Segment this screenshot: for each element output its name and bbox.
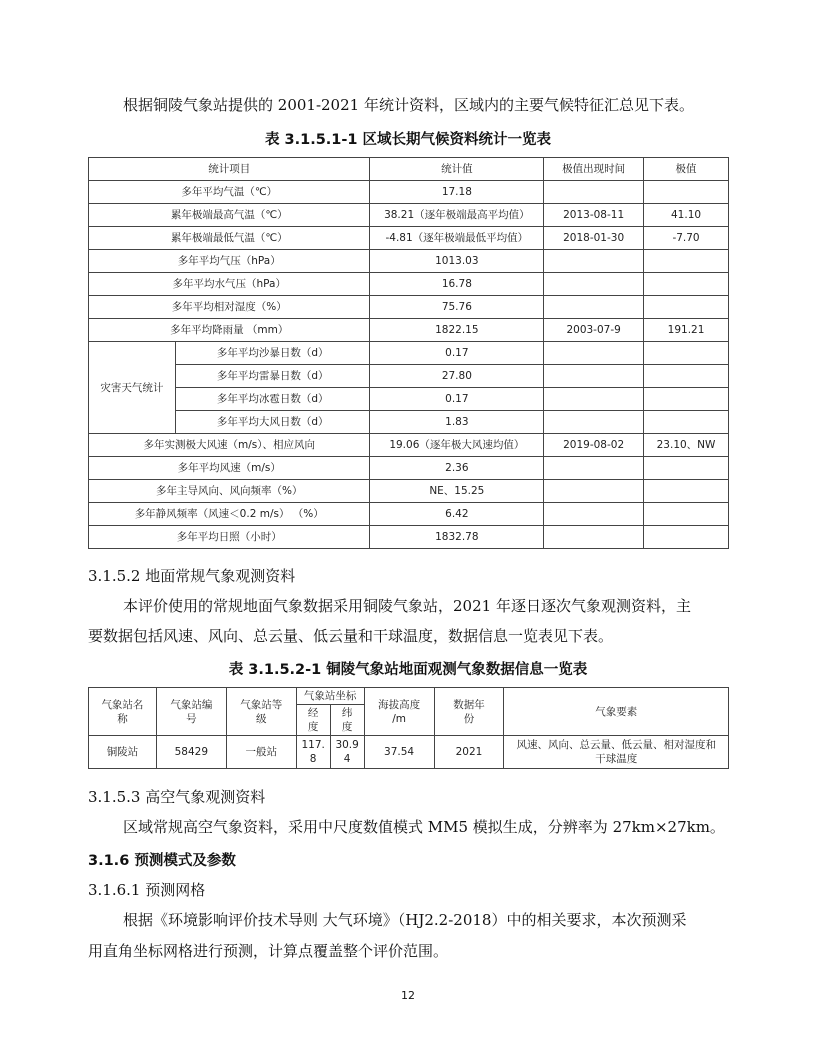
row-item: 多年平均气温（℃） [89,181,370,204]
row-value: NE、15.25 [370,480,544,503]
row-time [544,457,644,480]
header-altitude: 海拔高度 /m [364,688,434,736]
table-row [89,503,729,526]
row-time [544,296,644,319]
row-value: 0.17 [370,388,544,411]
station-info-table [88,687,729,769]
row-extreme: 191.21 [644,319,729,342]
section-3152-heading: 3.1.5.2 地面常规气象观测资料 [88,567,296,585]
header-coordinates: 气象站坐标 [296,688,364,705]
row-extreme [644,342,729,365]
section-3161-heading: 3.1.6.1 预测网格 [88,881,206,899]
table-row [89,227,729,250]
row-extreme: 23.10、NW [644,434,729,457]
row-value: 19.06（逐年极大风速均值） [370,434,544,457]
table-row [89,273,729,296]
row-item: 累年极端最高气温（℃） [89,204,370,227]
row-time [544,250,644,273]
row-extreme [644,296,729,319]
table-row [89,411,729,434]
section-316-heading: 3.1.6 预测模式及参数 [88,853,236,869]
section-3152-para-line2: 要数据包括风速、风向、总云量、低云量和干球温度，数据信息一览表见下表。 [88,627,614,645]
station-name: 铜陵站 [89,736,157,769]
row-time [544,503,644,526]
table-row [89,319,729,342]
row-extreme [644,411,729,434]
table2-title: 表 3.1.5.2-1 铜陵气象站地面观测气象数据信息一览表 [228,662,588,678]
row-value: 1822.15 [370,319,544,342]
row-item: 多年实测极大风速（m/s）、相应风向 [89,434,370,457]
station-elements: 风速、风向、总云量、低云量、相对湿度和 干球温度 [504,736,729,769]
header-extreme: 极值 [644,158,729,181]
header-latitude: 纬 度 [330,705,364,736]
row-item: 多年平均日照（小时） [89,526,370,549]
header-station-name: 气象站名 称 [89,688,157,736]
table-row [89,296,729,319]
table-row [89,342,729,365]
row-value: -4.81（逐年极端最低平均值） [370,227,544,250]
row-extreme [644,250,729,273]
station-level: 一般站 [226,736,296,769]
row-value: 16.78 [370,273,544,296]
row-time [544,526,644,549]
row-time [544,273,644,296]
header-time: 极值出现时间 [544,158,644,181]
table-row [89,457,729,480]
table-row [89,434,729,457]
row-extreme [644,503,729,526]
row-value: 27.80 [370,365,544,388]
row-item: 多年平均大风日数（d） [175,411,370,434]
row-extreme [644,273,729,296]
table-row [89,204,729,227]
row-item: 多年平均气压（hPa） [89,250,370,273]
table-row [89,736,729,769]
section-3161-para-line1: 根据《环境影响评价技术导则 大气环境》（HJ2.2-2018）中的相关要求，本次预测采 [123,911,687,929]
table1-title: 表 3.1.5.1-1 区域长期气候资料统计一览表 [264,132,552,148]
header-value: 统计值 [370,158,544,181]
row-value: 17.18 [370,181,544,204]
row-extreme [644,365,729,388]
section-3153-heading: 3.1.5.3 高空气象观测资料 [88,788,266,806]
row-value: 2.36 [370,457,544,480]
section-3161-para-line2: 用直角坐标网格进行预测，计算点覆盖整个评价范围。 [88,942,449,960]
station-altitude: 37.54 [364,736,434,769]
row-item: 累年极端最低气温（℃） [89,227,370,250]
row-value: 38.21（逐年极端最高平均值） [370,204,544,227]
row-item: 多年平均水气压（hPa） [89,273,370,296]
table-header-row [89,158,729,181]
header-elements: 气象要素 [504,688,729,736]
header-station-id: 气象站编 号 [156,688,226,736]
table-row [89,388,729,411]
row-value: 1.83 [370,411,544,434]
row-extreme [644,181,729,204]
row-value: 0.17 [370,342,544,365]
row-value: 1013.03 [370,250,544,273]
row-time: 2019-08-02 [544,434,644,457]
row-item: 多年平均沙暴日数（d） [175,342,370,365]
row-item: 多年主导风向、风向频率（%） [89,480,370,503]
intro-paragraph: 根据铜陵气象站提供的 2001-2021 年统计资料，区域内的主要气候特征汇总见下表。 [123,96,694,114]
page-number: 12 [401,989,415,1002]
climate-stats-table [88,157,729,549]
row-value: 75.76 [370,296,544,319]
row-value: 6.42 [370,503,544,526]
disaster-group-label: 灾害天气统计 [89,342,176,434]
row-time [544,411,644,434]
row-item: 多年静风频率（风速＜0.2 m/s） （%） [89,503,370,526]
row-extreme [644,526,729,549]
station-latitude: 30.9 4 [330,736,364,769]
row-time: 2003-07-9 [544,319,644,342]
header-data-year: 数据年 份 [434,688,504,736]
header-longitude: 经 度 [296,705,330,736]
row-time [544,342,644,365]
header-station-level: 气象站等 级 [226,688,296,736]
row-extreme: 41.10 [644,204,729,227]
table-row [89,250,729,273]
row-item: 多年平均降雨量 （mm） [89,319,370,342]
row-item: 多年平均风速（m/s） [89,457,370,480]
station-longitude: 117. 8 [296,736,330,769]
row-extreme [644,480,729,503]
section-3153-para: 区域常规高空气象资料，采用中尺度数值模式 MM5 模拟生成，分辨率为 27km×27km。 [123,818,725,836]
row-extreme [644,457,729,480]
row-extreme [644,388,729,411]
table-row [89,526,729,549]
row-time: 2018-01-30 [544,227,644,250]
row-item: 多年平均相对湿度（%） [89,296,370,319]
row-time [544,365,644,388]
table-row [89,480,729,503]
table-row [89,365,729,388]
row-item: 多年平均雷暴日数（d） [175,365,370,388]
table-header-row [89,688,729,705]
station-data-year: 2021 [434,736,504,769]
station-id: 58429 [156,736,226,769]
header-item: 统计项目 [89,158,370,181]
row-time [544,181,644,204]
row-time [544,480,644,503]
section-3152-para-line1: 本评价使用的常规地面气象数据采用铜陵气象站，2021 年逐日逐次气象观测资料，主 [123,597,691,615]
row-value: 1832.78 [370,526,544,549]
row-extreme: -7.70 [644,227,729,250]
table-row [89,181,729,204]
row-time [544,388,644,411]
row-time: 2013-08-11 [544,204,644,227]
row-item: 多年平均冰雹日数（d） [175,388,370,411]
